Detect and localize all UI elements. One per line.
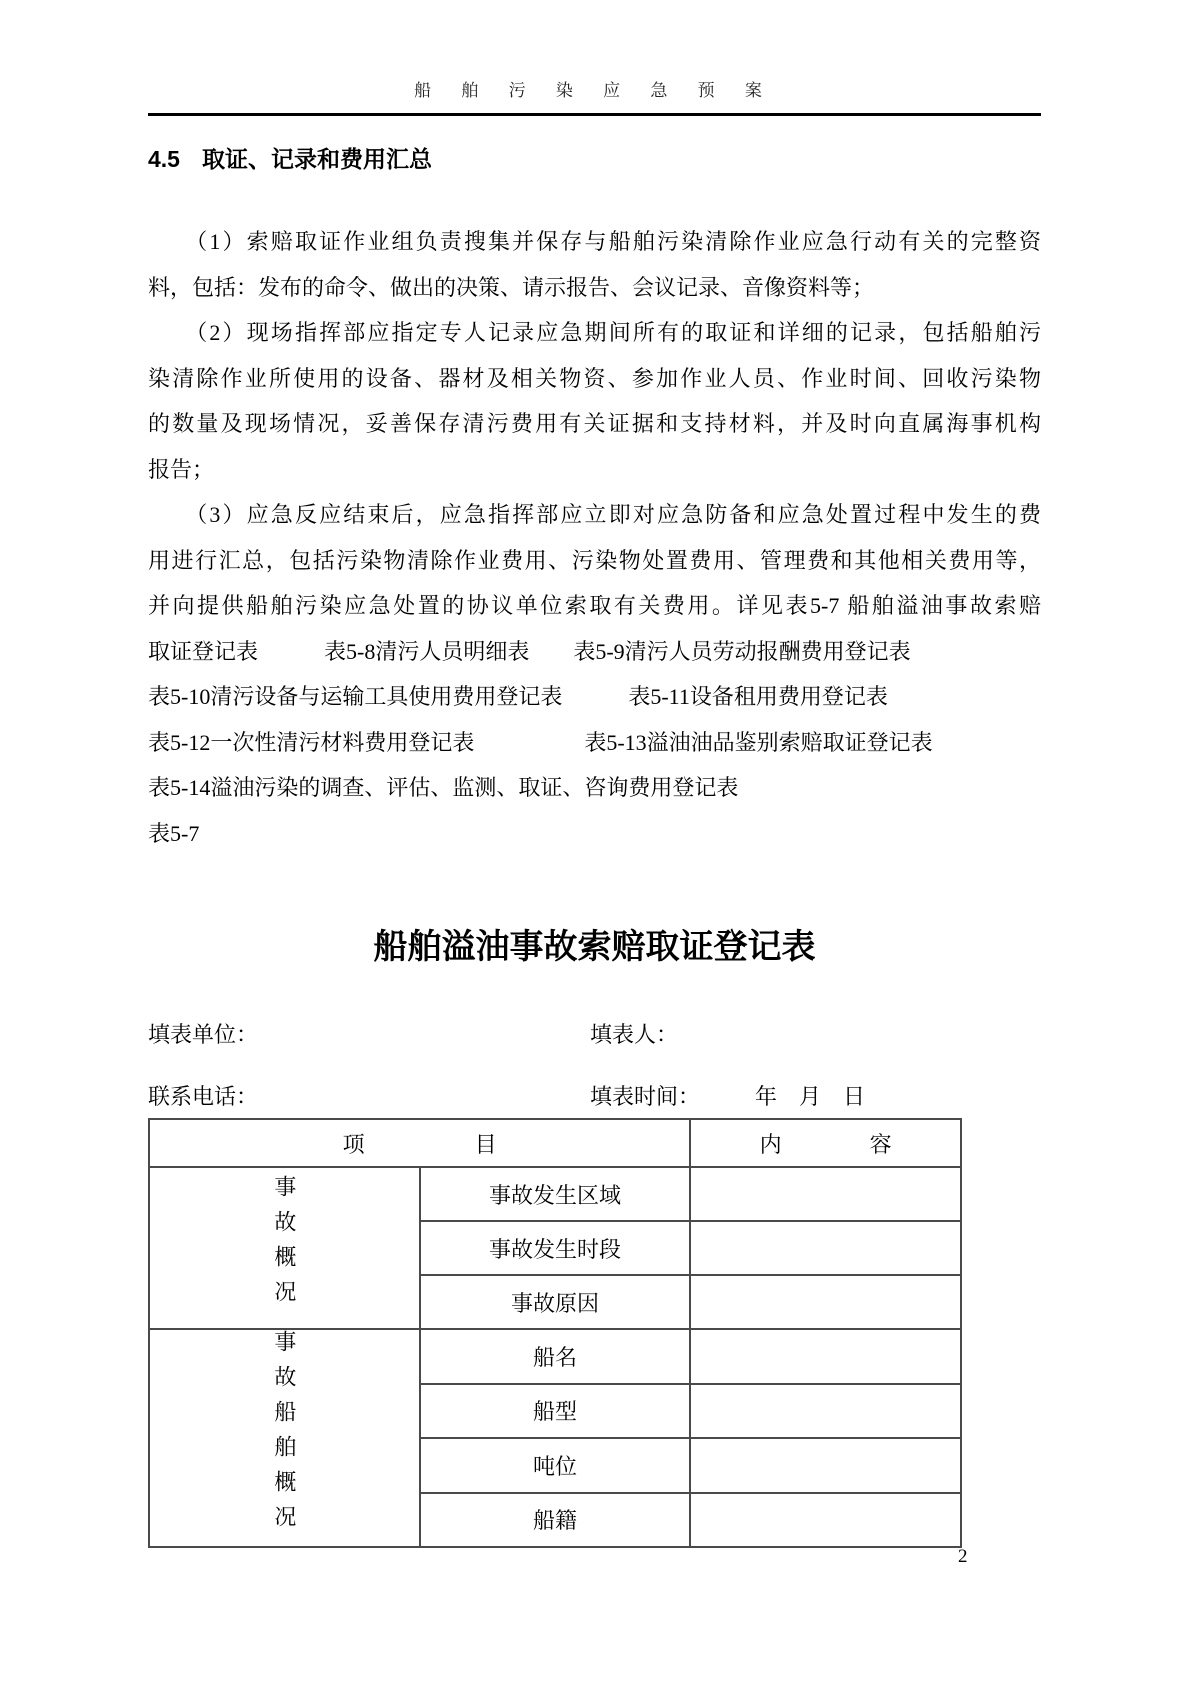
content-cell-ship-name xyxy=(690,1329,961,1384)
paragraph-2-line: 染清除作业所使用的设备、器材及相关物资、参加作业人员、作业时间、回收污染物 xyxy=(148,365,1041,391)
paragraph-2-line: （2）现场指挥部应指定专人记录应急期间所有的取证和详细的记录，包括船舶污 xyxy=(148,320,1041,345)
paragraph-3-line: 表5-14溢油污染的调查、评估、监测、取证、咨询费用登记表 xyxy=(148,775,739,800)
body-text xyxy=(148,219,1041,856)
table-header-row xyxy=(149,1119,961,1167)
form-title: 船舶溢油事故索赔取证登记表 xyxy=(373,929,816,966)
content-cell-accident-cause xyxy=(690,1275,961,1329)
table-row xyxy=(149,1329,961,1384)
section-number: 4.5 xyxy=(148,146,180,172)
paragraph-3-line: 取证登记表 表5-8清污人员明细表 表5-9清污人员劳动报酬费用登记表 xyxy=(148,638,911,664)
paragraph-3-line: （3）应急反应结束后，应急指挥部应立即对应急防备和应急处置过程中发生的费 xyxy=(148,502,1041,527)
fill-unit-label: 填表单位： xyxy=(148,1022,259,1047)
form-row-phone-time xyxy=(148,1084,1041,1110)
content-cell-accident-area xyxy=(690,1167,961,1221)
row-label-accident-area: 事故发生区域 xyxy=(420,1167,691,1221)
table-5-7-caption: 表5-7 xyxy=(148,820,200,846)
paragraph-3-line: 表5-12一次性清污材料费用登记表 表5-13溢油油品鉴别索赔取证登记表 xyxy=(148,729,933,755)
content-cell-ship-type xyxy=(690,1384,961,1439)
claim-registration-table xyxy=(148,1118,962,1548)
section-title: 取证、记录和费用汇总 xyxy=(201,146,432,172)
paragraph-2-line: 报告； xyxy=(148,456,215,482)
phone-label: 联系电话： xyxy=(148,1084,259,1109)
row-label-ship-registry: 船籍 xyxy=(420,1493,691,1548)
content-cell-ship-registry xyxy=(690,1493,961,1548)
group-label-text: 事故概况 xyxy=(271,1175,297,1315)
paragraph-2-line: 的数量及现场情况，妥善保存清污费用有关证据和支持材料，并及时向直属海事机构 xyxy=(148,411,1041,436)
row-label-accident-period: 事故发生时段 xyxy=(420,1221,691,1275)
table-row xyxy=(149,1167,961,1221)
form-row-unit-person xyxy=(148,1022,1041,1048)
table-header-content: 内 容 xyxy=(690,1119,961,1167)
fill-person-label: 填表人： xyxy=(590,1022,679,1047)
content-cell-accident-period xyxy=(690,1221,961,1275)
group-label-accident-overview xyxy=(149,1167,420,1329)
paragraph-3-line: 表5-10清污设备与运输工具使用费用登记表 表5-11设备租用费用登记表 xyxy=(148,684,888,709)
fill-time-label: 填表时间： 年 月 日 xyxy=(590,1084,866,1109)
content-cell-tonnage xyxy=(690,1438,961,1493)
group-label-text: 事故船舶概况 xyxy=(271,1330,297,1540)
row-label-tonnage: 吨位 xyxy=(420,1438,691,1493)
paragraph-3-line: 并向提供船舶污染应急处置的协议单位索取有关费用。详见表5-7 船舶溢油事故索赔 xyxy=(148,593,1041,618)
paragraph-3-line: 用进行汇总，包括污染物清除作业费用、污染物处置费用、管理费和其他相关费用等， xyxy=(148,547,1041,573)
paragraph-1-line: （1）索赔取证作业组负责搜集并保存与船舶污染清除作业应急行动有关的完整资 xyxy=(148,229,1041,254)
section-heading xyxy=(148,146,1041,173)
row-label-ship-name: 船名 xyxy=(420,1329,691,1384)
table-header-item: 项 目 xyxy=(149,1119,690,1167)
group-label-ship-overview xyxy=(149,1329,420,1547)
page-number: 2 xyxy=(958,1546,968,1567)
running-head: 船 舶 污 染 应 急 预 案 xyxy=(148,66,1041,116)
row-label-accident-cause: 事故原因 xyxy=(420,1275,691,1329)
row-label-ship-type: 船型 xyxy=(420,1384,691,1439)
paragraph-1-line: 料，包括：发布的命令、做出的决策、请示报告、会议记录、音像资料等； xyxy=(148,274,875,300)
